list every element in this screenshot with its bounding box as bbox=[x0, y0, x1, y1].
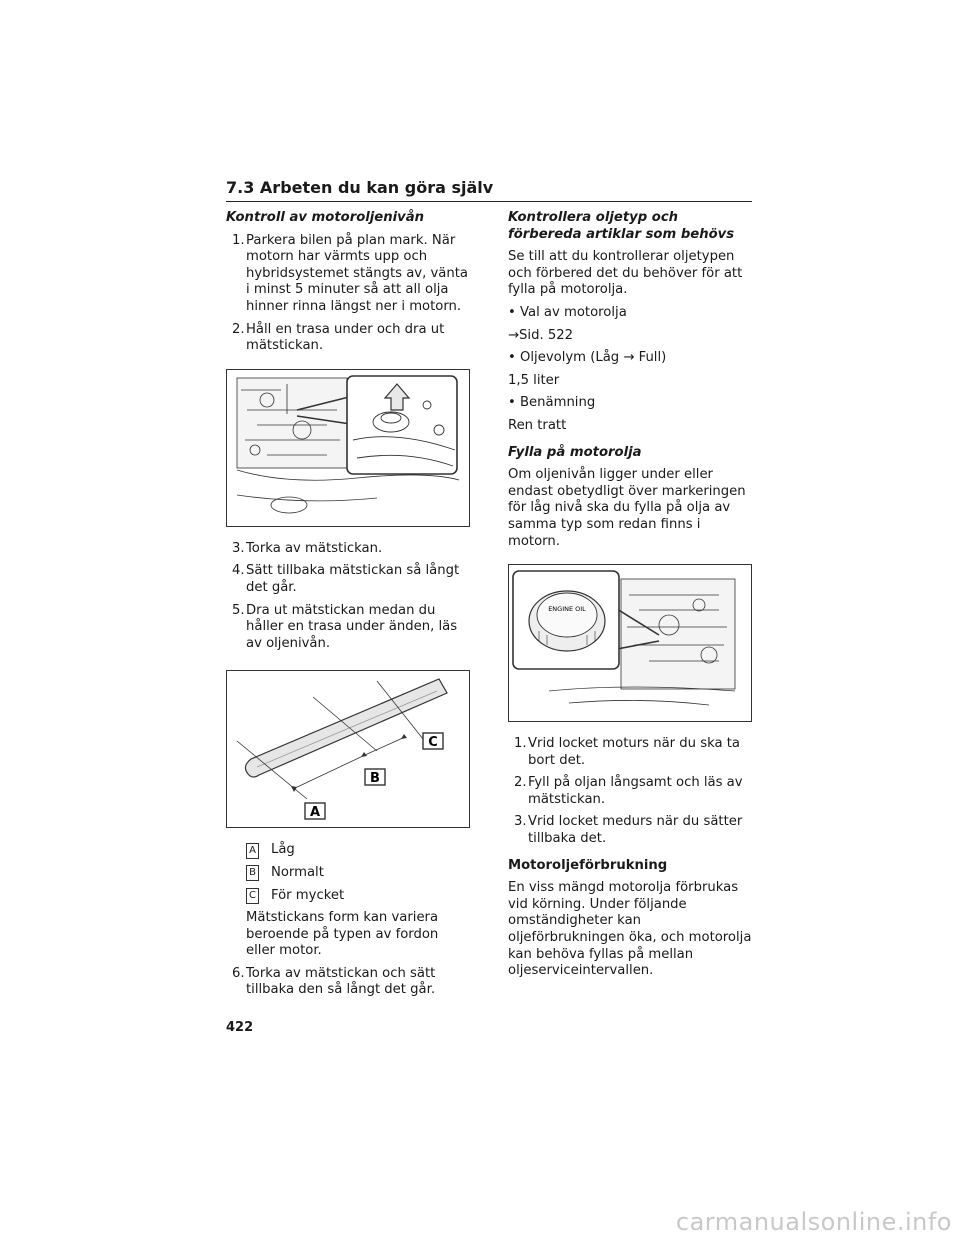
step-item: 3. Vrid locket medurs när du sätter tillbaka det. bbox=[514, 814, 743, 847]
heading-oil-consumption: Motoroljeförbrukning bbox=[508, 857, 668, 873]
step-item: 2. Håll en trasa under och dra ut mätstickan. bbox=[232, 321, 445, 354]
bullet-item: • Val av motorolja bbox=[508, 305, 754, 322]
bullet-value: 1,5 liter bbox=[508, 372, 560, 388]
bullet-item: • Benämning bbox=[508, 395, 754, 412]
page-number: 422 bbox=[226, 1020, 254, 1035]
step-item: 3. Torka av mätstickan. bbox=[232, 540, 383, 556]
right-column bbox=[508, 210, 754, 986]
dipstick-label-a: A bbox=[309, 805, 321, 821]
step-item: 4. Sätt tillbaka mätstickan så långt det går. bbox=[232, 563, 460, 595]
dipstick-note: Mätstickans form kan variera beroende på typen av fordon eller motor. bbox=[246, 910, 439, 959]
steps-list-b bbox=[226, 541, 470, 653]
step-item: 1. Parkera bilen på plan mark. När motorn har värmts upp och hybridsystemet stängts av, vänta i minst 5 minuter så att all olja hinner rinna längst ner i motorn. bbox=[232, 232, 468, 314]
heading-oil-type: Kontrollera oljetyp och förbereda artiklar som behövs bbox=[508, 210, 735, 242]
intro-paragraph: Se till att du kontrollerar oljetypen och förbered det du behöver för att fylla på motorolja. bbox=[508, 249, 743, 298]
oil-cap-illustration bbox=[508, 564, 752, 722]
engine-bay-drawing bbox=[227, 370, 469, 526]
legend-item-low: A Låg bbox=[246, 842, 470, 859]
engine-dipstick-illustration bbox=[226, 369, 470, 527]
oil-cap-drawing bbox=[509, 565, 751, 721]
step-item: 1. Vrid locket moturs när du ska ta bort det. bbox=[514, 736, 740, 768]
dipstick-label-c: C bbox=[428, 735, 438, 751]
bullet-item: • Oljevolym (Låg → Full) bbox=[508, 350, 754, 367]
steps-list-c bbox=[226, 966, 470, 999]
heading-fill-oil: Fylla på motorolja bbox=[508, 444, 642, 460]
watermark: carmanualsonline.info bbox=[675, 1208, 952, 1236]
step-item: 2. Fyll på oljan långsamt och läs av mätstickan. bbox=[514, 775, 743, 807]
step-item: 5. Dra ut mätstickan medan du håller en trasa under änden, läs av oljenivån. bbox=[232, 602, 458, 651]
fill-oil-paragraph: Om oljenivån ligger under eller endast obetydligt över markeringen för låg nivå ska du fylla på olja av samma typ som redan finns i motorn. bbox=[508, 467, 746, 549]
oil-consumption-paragraph: En viss mängd motorolja förbrukas vid körning. Under följande omständigheter kan oljeförbrukningen öka, och motorolja kan behöva fyllas på mellan oljeserviceintervallen. bbox=[508, 880, 752, 979]
dipstick-label-b: B bbox=[370, 771, 380, 787]
section-title: 7.3 Arbeten du kan göra själv bbox=[226, 178, 752, 202]
bullet-value: Ren tratt bbox=[508, 417, 567, 433]
heading-check-oil-level: Kontroll av motoroljenivån bbox=[226, 210, 425, 225]
steps-list-a bbox=[226, 233, 470, 355]
legend-key: C bbox=[246, 888, 259, 904]
bullet-value: →Sid. 522 bbox=[508, 327, 574, 343]
legend-item-normal: B Normalt bbox=[246, 865, 470, 882]
dipstick-illustration bbox=[226, 670, 470, 828]
legend-item-too-much: C För mycket bbox=[246, 888, 470, 905]
legend-key: A bbox=[246, 843, 259, 859]
legend-key: B bbox=[246, 865, 259, 881]
dipstick-drawing bbox=[227, 671, 469, 827]
oil-cap-label: ENGINE OIL bbox=[548, 605, 586, 614]
step-item: 6. Torka av mätstickan och sätt tillbaka den så långt det går. bbox=[232, 965, 436, 998]
left-column bbox=[226, 210, 470, 1005]
fill-steps-list bbox=[508, 736, 754, 848]
